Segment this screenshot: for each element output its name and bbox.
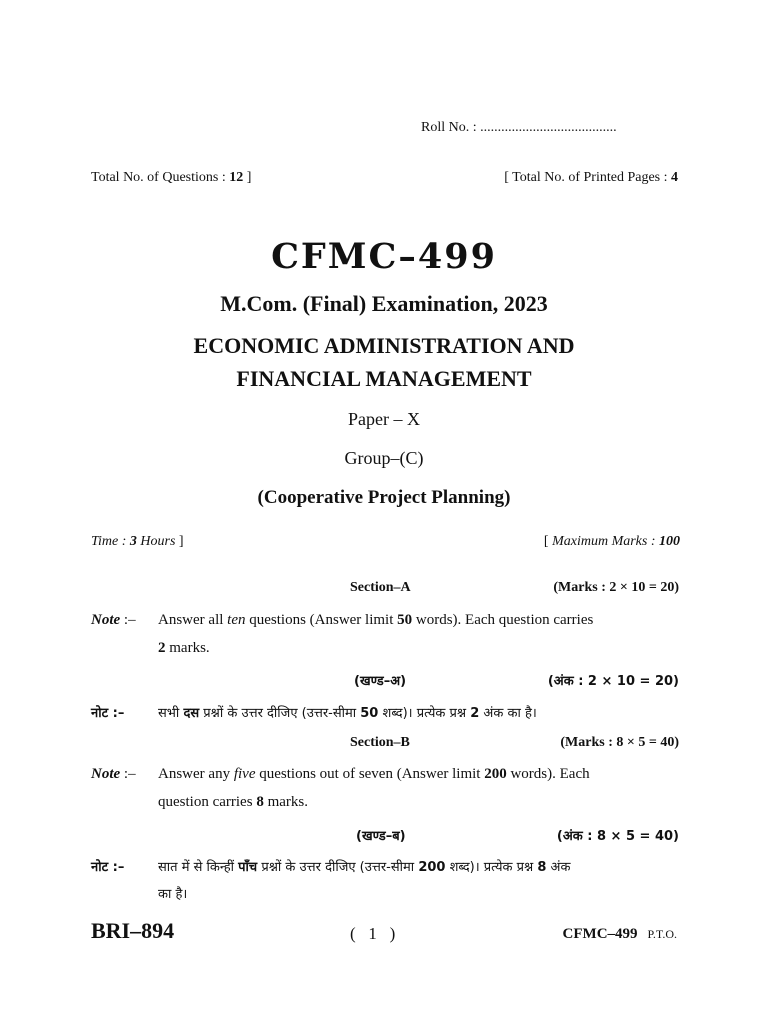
hindi-bold: 200: [418, 860, 446, 875]
note-bold: 200: [484, 766, 507, 782]
note-sep: :–: [120, 612, 136, 628]
section-a-marks: (Marks : 2 × 10 = 20): [553, 580, 679, 595]
hindi-text: सभी: [158, 706, 184, 721]
paper-code: CFMC–499: [271, 236, 497, 277]
note-text: marks.: [263, 794, 308, 810]
time-label: Time :: [91, 534, 130, 549]
section-b-marks: (Marks : 8 × 5 = 40): [560, 735, 679, 750]
hindi-bold: दस: [183, 706, 200, 721]
time-allowed: [91, 534, 184, 550]
max-open: [: [543, 534, 553, 549]
note-text: question carries: [158, 794, 257, 810]
printed-pages-label: [ Total No. of Printed Pages :: [504, 170, 671, 185]
section-a-hindi-title: (खण्ड–अ): [354, 674, 407, 689]
hindi-bold: 8: [537, 860, 547, 875]
section-a-hindi-note: [158, 703, 537, 721]
section-a-title: Section–A: [350, 580, 411, 595]
hindi-text: शब्द)। प्रत्येक प्रश्न: [445, 860, 538, 875]
printed-pages: [504, 170, 678, 186]
footer-right: [563, 925, 677, 943]
total-questions: [91, 170, 251, 186]
section-a-hindi-note-label: नोट :–: [91, 706, 125, 721]
section-b-title: Section–B: [350, 735, 410, 750]
hindi-text: शब्द)। प्रत्येक प्रश्न: [378, 706, 471, 721]
note-text: Answer any: [158, 766, 234, 782]
section-b-note-line-2: [158, 794, 308, 811]
section-a-note-line-2: [158, 640, 210, 657]
total-questions-value: 12: [229, 170, 244, 185]
subject-line-2: FINANCIAL MANAGEMENT: [236, 366, 532, 391]
note-bold: 2: [158, 640, 166, 656]
note-text: words). Each: [506, 766, 590, 782]
section-b-hindi-note-label: नोट :–: [91, 860, 125, 875]
note-emphasis: five: [233, 766, 256, 782]
time-value: 3: [129, 534, 137, 549]
note-text: questions (Answer limit: [245, 612, 398, 628]
note-text: marks.: [165, 640, 210, 656]
hindi-bold: 50: [360, 706, 379, 721]
hindi-text: अंक का है।: [479, 706, 537, 721]
max-label: Maximum Marks :: [552, 534, 659, 549]
section-b-hindi-note-line-1: [158, 857, 570, 875]
section-b-note-label: [91, 766, 136, 783]
note-bold: 50: [397, 612, 413, 628]
note-emphasis: ten: [227, 612, 246, 628]
printed-pages-value: 4: [671, 170, 678, 185]
note-sep: :–: [120, 766, 136, 782]
section-b-note-line-1: [158, 766, 590, 783]
footer-code-left: BRI–894: [91, 918, 175, 943]
max-value: 100: [659, 534, 680, 549]
exam-title: M.Com. (Final) Examination, 2023: [220, 291, 548, 316]
hindi-bold: 2: [470, 706, 480, 721]
note-text: Answer all: [158, 612, 228, 628]
section-b-hindi-title: (खण्ड–ब): [356, 829, 406, 844]
section-b-hindi-marks: (अंक : 8 × 5 = 40): [556, 829, 679, 844]
maximum-marks: [544, 534, 680, 550]
paper-number: Paper – X: [348, 409, 420, 429]
section-a-note-line-1: [158, 612, 593, 629]
hindi-text: प्रश्नों के उत्तर दीजिए (उत्तर-सीमा: [257, 860, 419, 875]
section-a-note-label: [91, 612, 136, 629]
roll-number-field: Roll No. : .......................................: [421, 120, 617, 135]
section-a-hindi-marks: (अंक : 2 × 10 = 20): [547, 674, 679, 689]
total-questions-label: Total No. of Questions :: [91, 170, 230, 185]
hindi-text: प्रश्नों के उत्तर दीजिए (उत्तर-सीमा: [199, 706, 361, 721]
hindi-text: अंक: [546, 860, 571, 875]
note-label: Note: [91, 612, 121, 628]
subject-line-1: ECONOMIC ADMINISTRATION AND: [193, 333, 575, 358]
note-bold: 8: [256, 794, 264, 810]
hindi-bold: पाँच: [238, 860, 258, 875]
note-text: words). Each question carries: [412, 612, 594, 628]
note-text: questions out of seven (Answer limit: [255, 766, 485, 782]
time-close: ]: [175, 534, 184, 549]
page-number: ( 1 ): [350, 924, 396, 943]
footer-code-right: CFMC–499: [562, 926, 638, 942]
paper-group: Group–(C): [344, 448, 424, 468]
hindi-text: सात में से किन्हीं: [158, 860, 239, 875]
time-unit: Hours: [136, 534, 176, 549]
total-questions-close: ]: [243, 170, 252, 185]
note-label: Note: [91, 766, 121, 782]
pto-label: P.T.O.: [647, 927, 677, 941]
section-b-hindi-note-line-2: का है।: [158, 887, 188, 902]
paper-title: (Cooperative Project Planning): [257, 487, 511, 508]
